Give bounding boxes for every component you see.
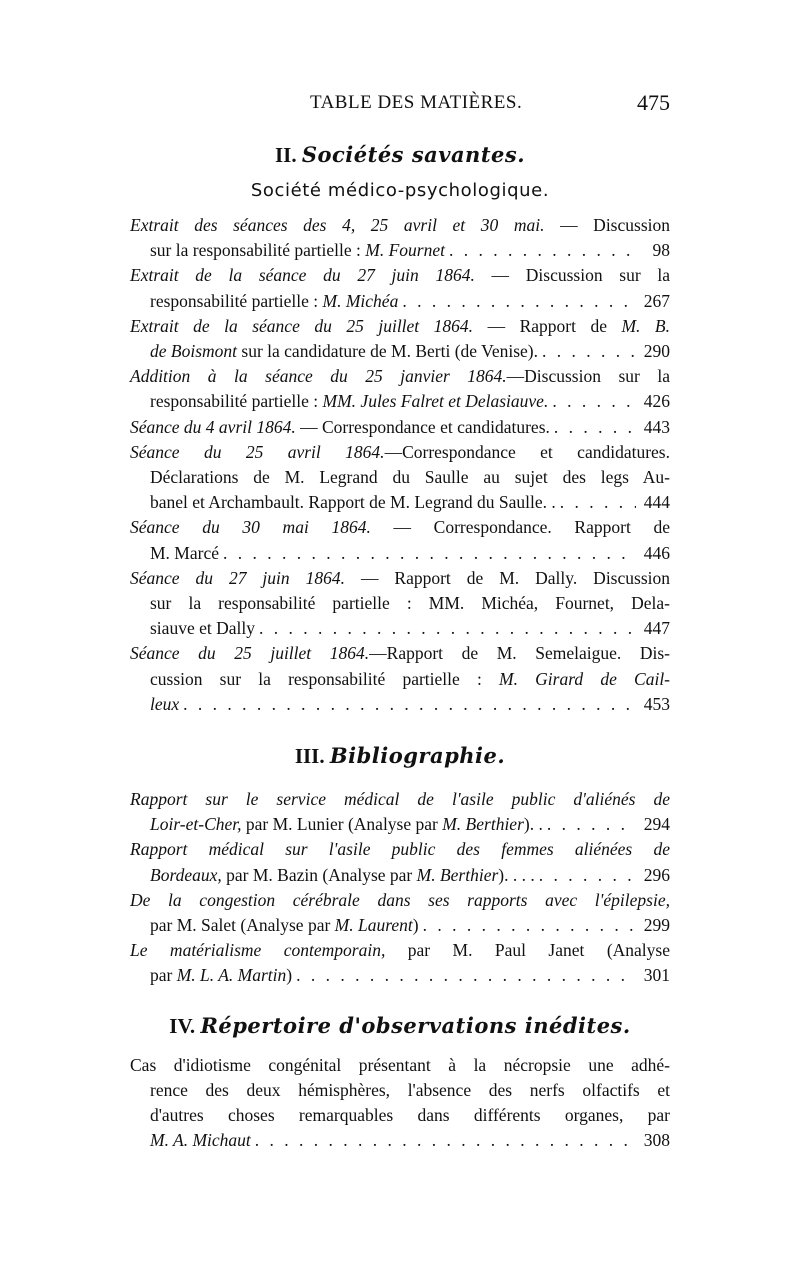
toc-entry — [130, 787, 670, 837]
plain-text: ). . . . — [498, 864, 535, 885]
plain-text: ). . — [523, 814, 543, 835]
italic-text: Extrait des séances des 4, 25 avril et 30 mai. — [130, 215, 545, 235]
entry-text — [130, 641, 670, 666]
italic-text: Loir-et-Cher, — [150, 814, 242, 835]
page-ref: 444 — [643, 492, 670, 513]
entry-text — [150, 541, 219, 566]
section-heading-bibliographie — [130, 741, 670, 771]
plain-text: par M. Bazin (Analyse par — [221, 864, 417, 885]
entry-line — [130, 692, 670, 717]
toc-entry — [130, 888, 670, 938]
plain-text: sur la candidature de M. Berti (de Venise). — [237, 341, 538, 362]
dot-leader — [542, 339, 636, 364]
entry-text — [130, 566, 670, 591]
entry-line — [130, 938, 670, 963]
toc-entry — [130, 314, 670, 364]
author-name: M. A. Michaut — [150, 1130, 251, 1151]
italic-text: M. Fournet — [365, 240, 445, 261]
entry-text — [150, 913, 419, 938]
section-3-entries — [130, 787, 670, 989]
italic-text: leux — [150, 693, 180, 714]
running-title: TABLE DES MATIÈRES. — [310, 92, 523, 113]
entry-line — [130, 591, 670, 616]
section-title: Sociétés savantes. — [301, 142, 526, 167]
plain-text: —Discussion sur la — [506, 366, 670, 387]
italic-text: Séance du 25 avril 1864. — [130, 441, 385, 462]
entry-line — [130, 415, 670, 440]
plain-text: responsabilité partielle : — [150, 391, 323, 412]
entry-line — [130, 812, 670, 837]
entry-line — [130, 465, 670, 490]
entry-text — [130, 314, 670, 339]
entry-text — [130, 787, 670, 812]
plain-text: cussion sur la responsabilité partielle : — [150, 668, 500, 689]
entry-text — [150, 490, 556, 515]
toc-entry — [130, 364, 670, 414]
page-ref: 308 — [643, 1130, 670, 1151]
dot-leader — [449, 238, 636, 263]
entry-text — [130, 938, 670, 963]
dot-leader — [560, 490, 636, 515]
entry-line — [130, 238, 670, 263]
entry-text — [150, 692, 179, 717]
page-ref: 98 — [652, 240, 670, 261]
plain-text: — Rapport de — [473, 315, 622, 336]
entry-text — [150, 963, 292, 988]
toc-entry — [130, 1053, 670, 1154]
italic-text: Séance du 30 mai 1864. — [130, 517, 371, 538]
entry-text — [150, 591, 670, 616]
plain-text: ) — [412, 915, 419, 936]
toc-entry — [130, 415, 670, 440]
entry-text — [130, 364, 670, 389]
entry-line — [130, 314, 670, 339]
entry-text — [130, 263, 670, 288]
entry-line — [130, 641, 670, 666]
entry-text — [150, 339, 538, 364]
entry-line — [130, 339, 670, 364]
entry-text — [150, 616, 255, 641]
section-title: Répertoire d'observations inédites. — [200, 1012, 631, 1038]
italic-text: M. Berthier — [416, 864, 499, 885]
plain-text: banel et Archambault. Rapport de M. Legrand du Saulle. . — [150, 492, 556, 513]
dot-leader — [554, 415, 636, 440]
toc-entry — [130, 440, 670, 516]
toc-entry — [130, 263, 670, 313]
plain-text: — Correspondance et candidatures. — [295, 416, 550, 437]
dot-leader — [423, 913, 636, 938]
italic-text: Rapport sur le service médical de l'asile public d'aliénés de — [130, 789, 670, 810]
entry-line — [130, 1128, 670, 1153]
dot-leader — [259, 616, 636, 641]
plain-text: — Discussion — [544, 215, 670, 235]
plain-text: —Correspondance et candidatures. — [384, 441, 670, 462]
plain-text: sur la responsabilité partielle : — [150, 240, 366, 261]
toc-entry — [130, 515, 670, 565]
entry-line — [130, 289, 670, 314]
plain-text: M. Marcé — [150, 542, 220, 563]
entry-text — [130, 837, 670, 862]
page-ref: 294 — [643, 814, 670, 835]
entry-line — [130, 863, 670, 888]
plain-text: — Correspondance. Rapport de — [370, 517, 670, 538]
entry-text — [150, 238, 445, 263]
italic-text: Le matérialisme contemporain, — [130, 940, 386, 961]
italic-text: MM. Jules Falret et Delasiauve. — [322, 391, 549, 412]
entry-line: d'autres choses remarquables dans différents organes, par — [150, 1105, 670, 1126]
italic-text: M. Girard de Cail- — [499, 668, 671, 689]
entry-text — [130, 415, 550, 440]
plain-text: par M. Salet (Analyse par — [150, 915, 335, 936]
italic-text: Séance du 4 avril 1864. — [130, 416, 296, 437]
dot-leader — [183, 692, 636, 717]
section-heading-societes — [130, 140, 670, 170]
italic-text: Addition à la séance du 25 janvier 1864. — [130, 366, 507, 387]
section-2-entries — [130, 213, 670, 717]
italic-text: M. Berthier — [442, 814, 524, 835]
entry-text — [150, 667, 670, 692]
plain-text: responsabilité partielle : — [150, 290, 323, 311]
plain-text: sur la responsabilité partielle : MM. Michéa, Fournet, Dela- — [150, 593, 670, 614]
dot-leader — [402, 289, 636, 314]
section-number: IV. — [169, 1013, 196, 1038]
page-ref: 301 — [643, 965, 670, 986]
toc-entry — [130, 837, 670, 887]
italic-text: de Boismont — [150, 341, 238, 362]
dot-leader — [255, 1128, 636, 1153]
entry-text — [130, 440, 670, 465]
entry-text — [150, 863, 535, 888]
entry-line — [130, 364, 670, 389]
italic-text: Extrait de la séance du 27 juin 1864. — [130, 265, 475, 286]
toc-entry — [130, 213, 670, 263]
entry-text — [150, 465, 670, 490]
plain-text: par — [150, 965, 177, 986]
entry-line: Cas d'idiotisme congénital présentant à la nécropsie une adhé- — [130, 1054, 670, 1075]
entry-text — [150, 389, 548, 414]
plain-text: — Discussion sur la — [474, 265, 670, 286]
plain-text: siauve et Dally — [150, 618, 255, 639]
running-head — [130, 92, 670, 122]
page-ref: 299 — [643, 915, 670, 936]
italic-text: Extrait de la séance du 25 juillet 1864. — [130, 315, 474, 336]
plain-text: ) — [286, 965, 293, 986]
italic-text: Séance du 25 juillet 1864. — [130, 643, 370, 664]
italic-text: M. L. A. Martin — [176, 965, 287, 986]
toc-entry — [130, 566, 670, 642]
page-ref: 447 — [643, 618, 670, 639]
page-ref: 446 — [643, 542, 670, 563]
entry-text — [130, 213, 670, 238]
italic-text: Rapport médical sur l'asile public des femmes aliénées de — [130, 839, 670, 860]
section-number: III. — [294, 744, 325, 769]
entry-line — [130, 837, 670, 862]
entry-line — [130, 913, 670, 938]
entry-line — [130, 541, 670, 566]
entry-text — [130, 515, 670, 540]
entry-text — [150, 812, 543, 837]
entry-line — [130, 667, 670, 692]
italic-text: Bordeaux, — [150, 864, 222, 885]
dot-leader — [552, 389, 636, 414]
entry-line — [130, 440, 670, 465]
entry-text — [130, 888, 670, 913]
plain-text: Déclarations de M. Legrand du Saulle au sujet des legs Au- — [150, 467, 670, 488]
italic-text: M. B. — [621, 315, 670, 336]
plain-text: — Rapport de M. Dally. Discussion — [344, 567, 670, 588]
page-number: 475 — [637, 90, 670, 115]
plain-text: par M. Paul Janet (Analyse — [385, 940, 670, 961]
plain-text: —Rapport de M. Semelaigue. Dis- — [369, 643, 670, 664]
entry-text — [150, 289, 398, 314]
page-ref: 443 — [643, 416, 670, 437]
page-ref: 267 — [643, 290, 670, 311]
italic-text: De la congestion cérébrale dans ses rapports avec l'épilepsie, — [130, 889, 670, 910]
entry-line — [130, 888, 670, 913]
entry-line: rence des deux hémisphères, l'absence des nerfs olfactifs et — [150, 1079, 670, 1100]
italic-text: M. Michéa — [322, 290, 399, 311]
dot-leader — [539, 863, 636, 888]
subheading-societe-medico: Société médico-psychologique. — [250, 180, 550, 201]
dot-leader — [547, 812, 636, 837]
section-number: II. — [274, 143, 297, 167]
section-heading-repertoire — [130, 1011, 670, 1041]
entry-line — [130, 389, 670, 414]
page-ref: 296 — [643, 864, 670, 885]
entry-line — [130, 963, 670, 988]
page-ref: 426 — [643, 391, 670, 412]
entry-line — [130, 515, 670, 540]
table-of-contents — [130, 140, 670, 1154]
section-title: Bibliographie. — [329, 743, 506, 769]
italic-text: M. Laurent — [334, 915, 413, 936]
entry-line — [130, 490, 670, 515]
page-ref: 290 — [643, 341, 670, 362]
dot-leader — [296, 963, 636, 988]
entry-line — [130, 616, 670, 641]
entry-line — [130, 213, 670, 238]
entry-line — [130, 263, 670, 288]
entry-line — [130, 566, 670, 591]
italic-text: Séance du 27 juin 1864. — [130, 567, 345, 588]
page-ref: 453 — [643, 693, 670, 714]
toc-entry — [130, 641, 670, 717]
toc-entry — [130, 938, 670, 988]
dot-leader — [223, 541, 636, 566]
plain-text: par M. Lunier (Analyse par — [241, 814, 443, 835]
entry-line — [130, 787, 670, 812]
